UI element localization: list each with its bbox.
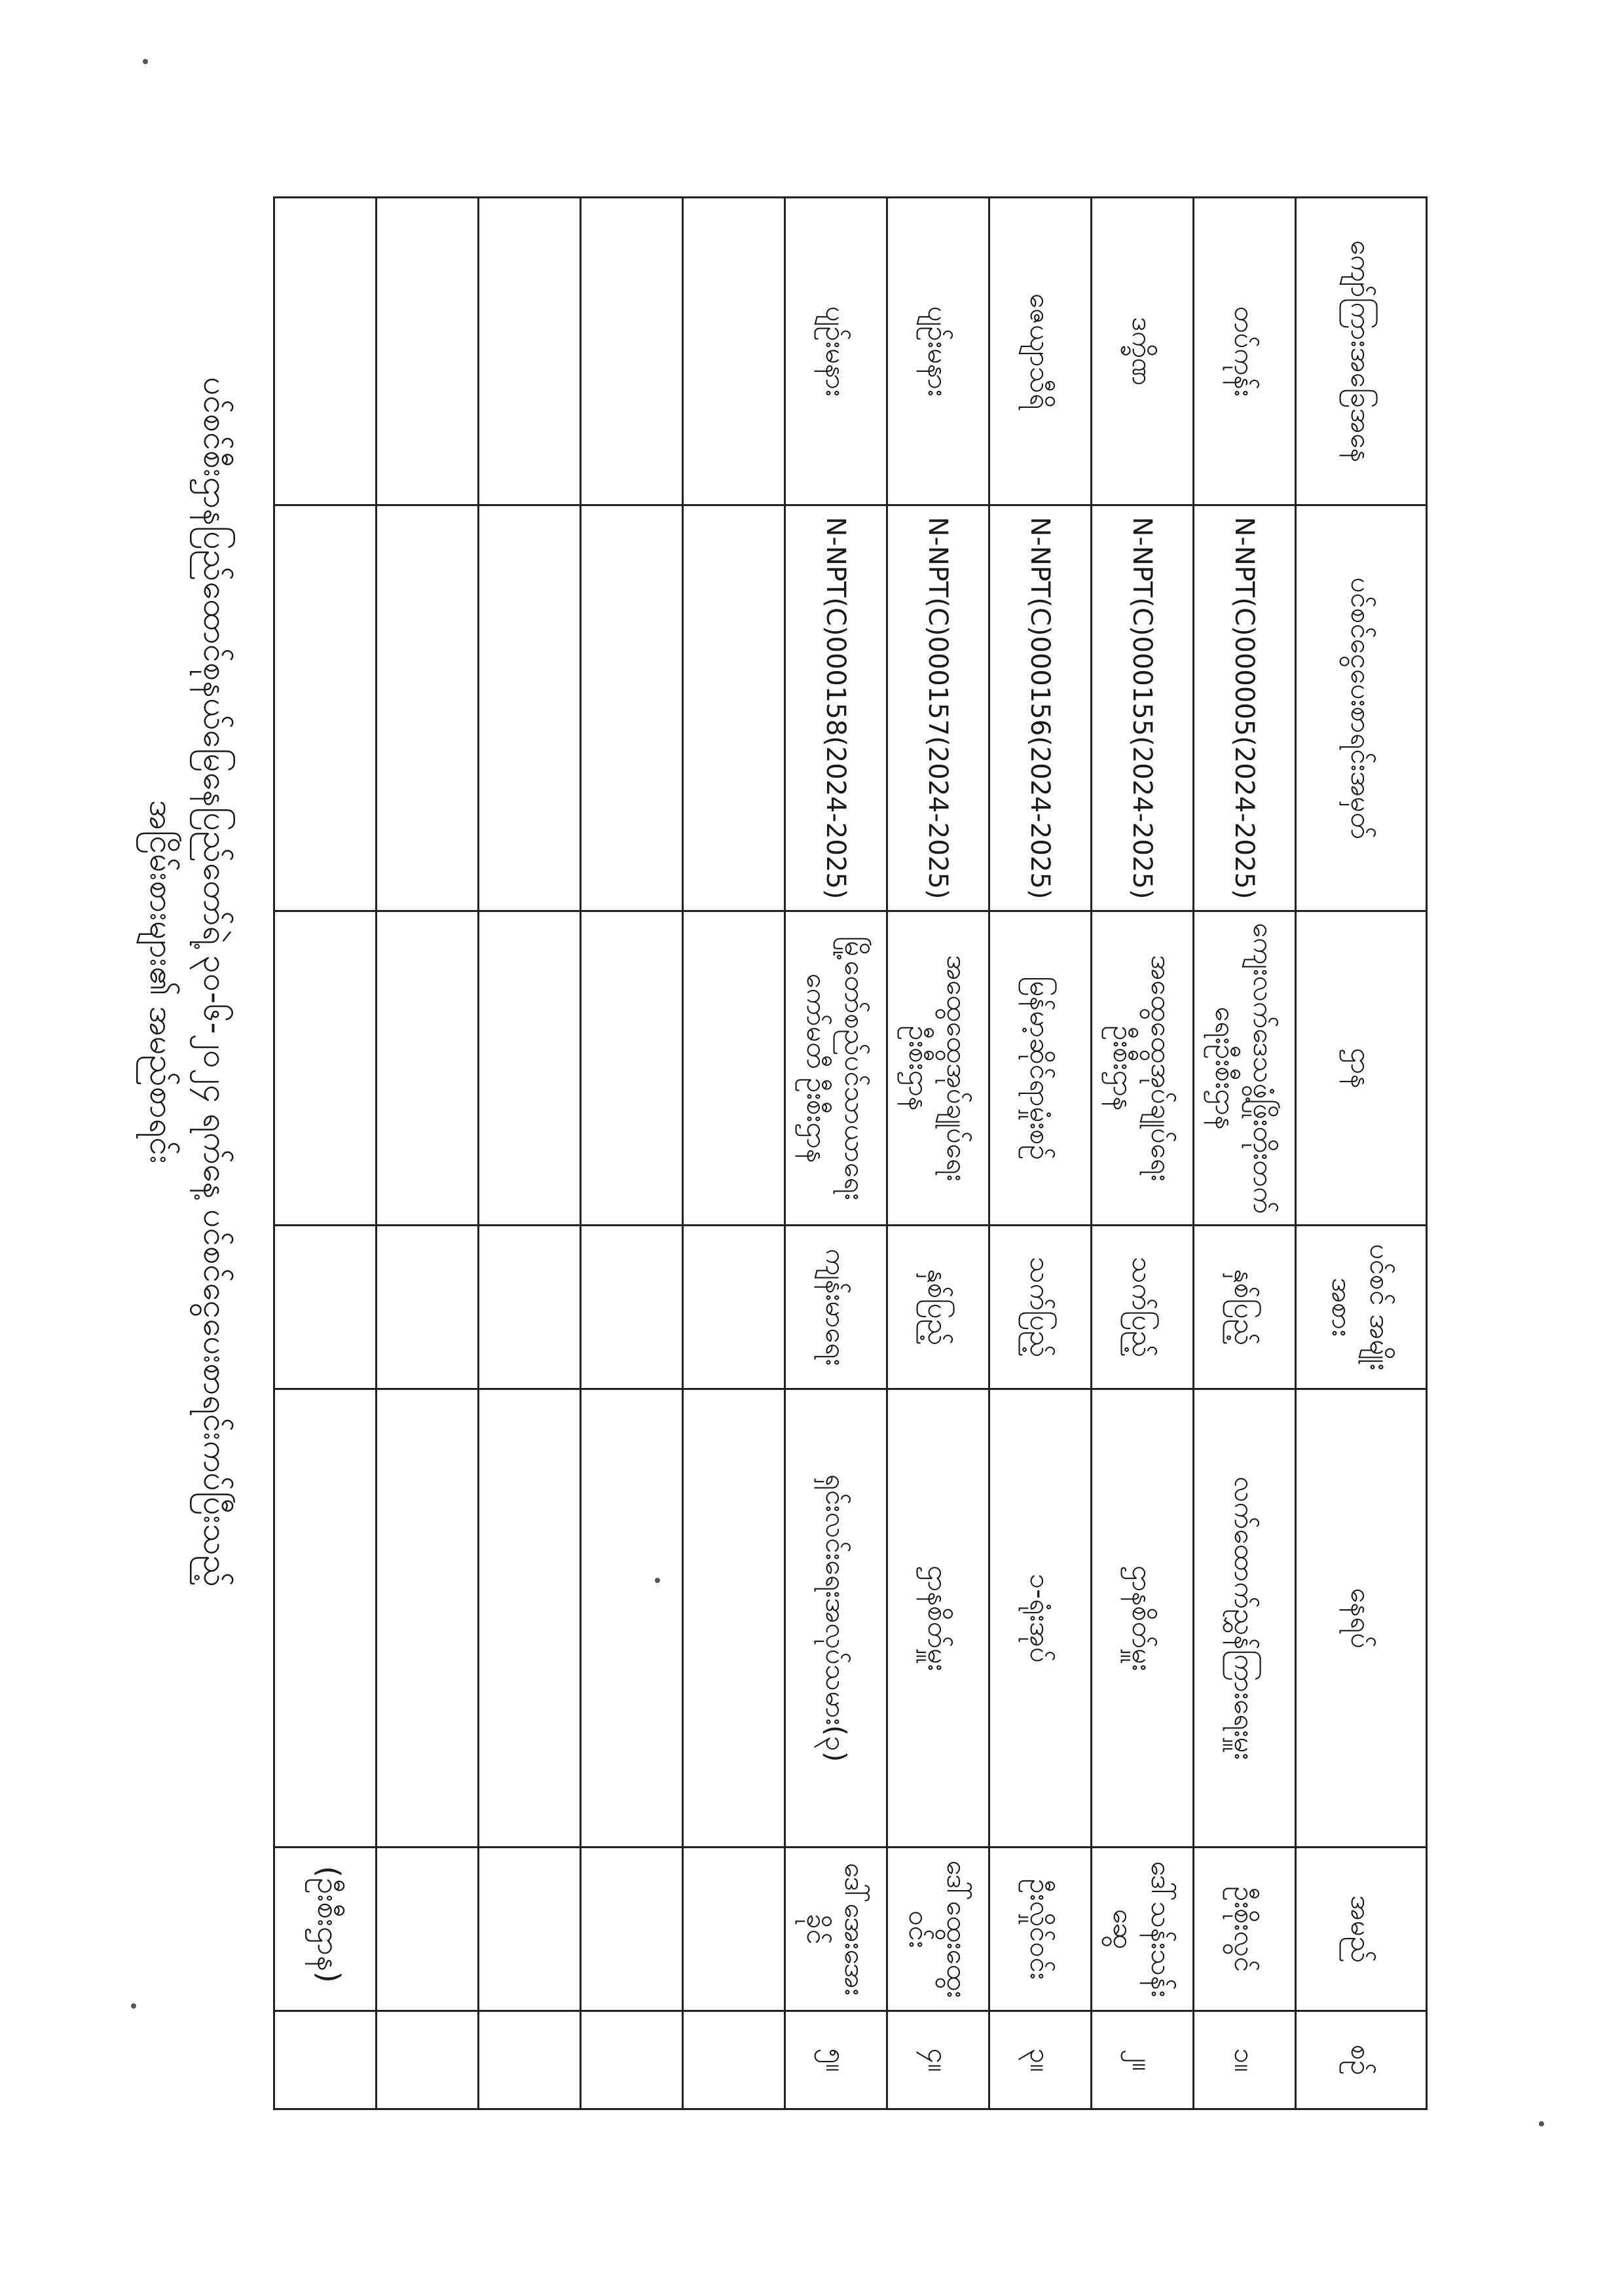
cell-no: [479, 2011, 581, 2109]
cell-pension-type: သက်ပြည့်: [989, 1226, 1092, 1389]
cell-no: [377, 2011, 479, 2109]
cell-address: ဌာနစိတ်မှူး: [1092, 1389, 1194, 1848]
cell-name: [479, 1848, 581, 2011]
cell-department: [377, 911, 479, 1226]
cell-status: ဒက္ခိဏ: [1092, 198, 1194, 505]
cell-address: [683, 1389, 785, 1848]
cell-no: [581, 2011, 683, 2109]
cell-pension-no: N-NPT(C)000005(2024-2025): [1194, 505, 1296, 911]
cell-pension-no: [479, 505, 581, 911]
pensioner-table: [273, 196, 1428, 2110]
header-department: ဌာန: [1296, 911, 1427, 1226]
cell-no: ၅။: [785, 2011, 887, 2109]
cell-name: ဦးလှိုင်ဝင်း: [989, 1848, 1092, 2011]
cell-department: မြန်မာ့ဆိုင်ရာမှုံးစဉ်: [989, 911, 1092, 1226]
cell-pension-type: နှစ်ပြည့်: [887, 1226, 989, 1389]
cell-pension-type: [377, 1226, 479, 1389]
cell-pension-type: [581, 1226, 683, 1389]
cell-pension-type: [274, 1226, 377, 1389]
header-name: အမည်: [1296, 1848, 1427, 2011]
cell-no: ၄။: [887, 2011, 989, 2109]
cell-name: [377, 1848, 479, 2011]
cell-pension-type: သက်ပြည့်: [1092, 1226, 1194, 1389]
cell-name: ဒေါ်ထွေးထွေးဝင်း: [887, 1848, 989, 2011]
cell-department: [683, 911, 785, 1226]
table-row: [274, 198, 377, 2109]
cell-status: တပ်ကုန်း: [1194, 198, 1296, 505]
cell-no: [683, 2011, 785, 2109]
header-no: စဉ်: [1296, 2011, 1427, 2109]
cell-pension-no: [683, 505, 785, 911]
cell-address: လက်ထောက်ညွှန်ကြားရေးမှူး: [1194, 1389, 1296, 1848]
cell-department: မြို့တော်စည်ပင်သာယာရေးကော်မတီ ဦးစီးဌာန: [785, 911, 887, 1226]
cell-department: [581, 911, 683, 1226]
scan-speck: [131, 2003, 136, 2009]
header-address: နေရပ်: [1296, 1389, 1427, 1848]
cell-pension-type: ကျန်းမာရေး: [785, 1226, 887, 1389]
table-row: [1092, 198, 1194, 2109]
cell-pension-no: N-NPT(C)000155(2024-2025): [1092, 505, 1194, 911]
table-row: [1194, 198, 1296, 2109]
cell-status: [581, 198, 683, 505]
header-pension-no: ပင်စင်ငွေပေးစာရင်းအမှတ်: [1296, 505, 1427, 911]
table-row: [887, 198, 989, 2109]
cell-pension-no: N-NPT(C)000158(2024-2025): [785, 505, 887, 911]
cell-address: [581, 1389, 683, 1848]
cell-no: ၃။: [989, 2011, 1092, 2109]
header-status: ကျော်ကြားအခြေအနေ: [1296, 198, 1427, 505]
table-body: [274, 198, 1296, 2109]
cell-department: အထွေထွေအုပ်ချုပ်ရေးဦးစီးဌာန: [1092, 911, 1194, 1226]
table-row: [683, 198, 785, 2109]
header-pension-type: ပင်စင် အမျိုးအစား: [1296, 1226, 1427, 1389]
cell-status: [377, 198, 479, 505]
cell-address: [479, 1389, 581, 1848]
cell-pension-no: [274, 505, 377, 911]
cell-status: ပျဉ်းမနား: [785, 198, 887, 505]
cell-name: [274, 1848, 377, 2011]
scan-speck: [655, 1578, 660, 1583]
cell-name: ဒေါ်သန်းသန်းဆွေ: [1092, 1848, 1194, 2011]
table-row: [989, 198, 1092, 2109]
table-row: [377, 198, 479, 2109]
cell-no: ၂။: [1092, 2011, 1194, 2109]
cell-address: ရှင်းလင်းရေးအလုပ်သမား(၃): [785, 1389, 887, 1848]
cell-name: [581, 1848, 683, 2011]
cell-address: ၁-ရုံးအုပ်: [989, 1389, 1092, 1848]
cell-status: [479, 198, 581, 505]
cell-department: အထွေထွေအုပ်ချုပ်ရေးဦးစီးဌာန: [887, 911, 989, 1226]
table-row: [479, 198, 581, 2109]
table-header-row: [1296, 198, 1427, 2109]
cell-department: ကျေးလက်ဒေသဖွံ့ဖြိုးတိုးတက်ရေးဦးစီးဌာန: [1194, 911, 1296, 1226]
cell-no: [274, 2011, 377, 2109]
cell-address: ဌာနစိတ်မှူး: [887, 1389, 989, 1848]
cell-status: ဇေယျာသီရိ: [989, 198, 1092, 505]
cell-department: [479, 911, 581, 1226]
table-row: [581, 198, 683, 2109]
unit-label: (ဦးစီးဌာန): [311, 1866, 346, 1983]
cell-pension-type: နှစ်ပြည့်: [1194, 1226, 1296, 1389]
cell-address: [274, 1389, 377, 1848]
cell-pension-no: [581, 505, 683, 911]
cell-pension-no: N-NPT(C)000156(2024-2025): [989, 505, 1092, 911]
title-line-1: ပင်စင်စီးဌာနပြည်ထောင်စုနယ်မြေနေပြည်တော်ရဲ့ ၃၀-၆-၂၀၂၄ ရက်နေ့ ပင်စင်ငွေပေးစာရင်းကပ်ပြီးသည့်: [196, 376, 234, 1588]
cell-pension-type: [683, 1226, 785, 1389]
document-title: [135, 262, 242, 1702]
title-line-2: အငြိမ်းစားများ၏ အမည်စာရင်း: [143, 800, 181, 1164]
table-row: [785, 198, 887, 2109]
cell-status: [274, 198, 377, 505]
cell-name: ဒေါ်အေးအေးခိုင်: [785, 1848, 887, 2011]
cell-name: ဦးစိုးလွင်: [1194, 1848, 1296, 2011]
cell-pension-no: [377, 505, 479, 911]
cell-pension-type: [479, 1226, 581, 1389]
cell-pension-no: N-NPT(C)000157(2024-2025): [887, 505, 989, 911]
cell-address: [377, 1389, 479, 1848]
scan-speck: [1539, 2121, 1544, 2126]
cell-no: ၁။: [1194, 2011, 1296, 2109]
cell-department: [274, 911, 377, 1226]
scan-speck: [143, 59, 148, 64]
cell-status: ပျဉ်းမနား: [887, 198, 989, 505]
cell-status: [683, 198, 785, 505]
cell-name: [683, 1848, 785, 2011]
